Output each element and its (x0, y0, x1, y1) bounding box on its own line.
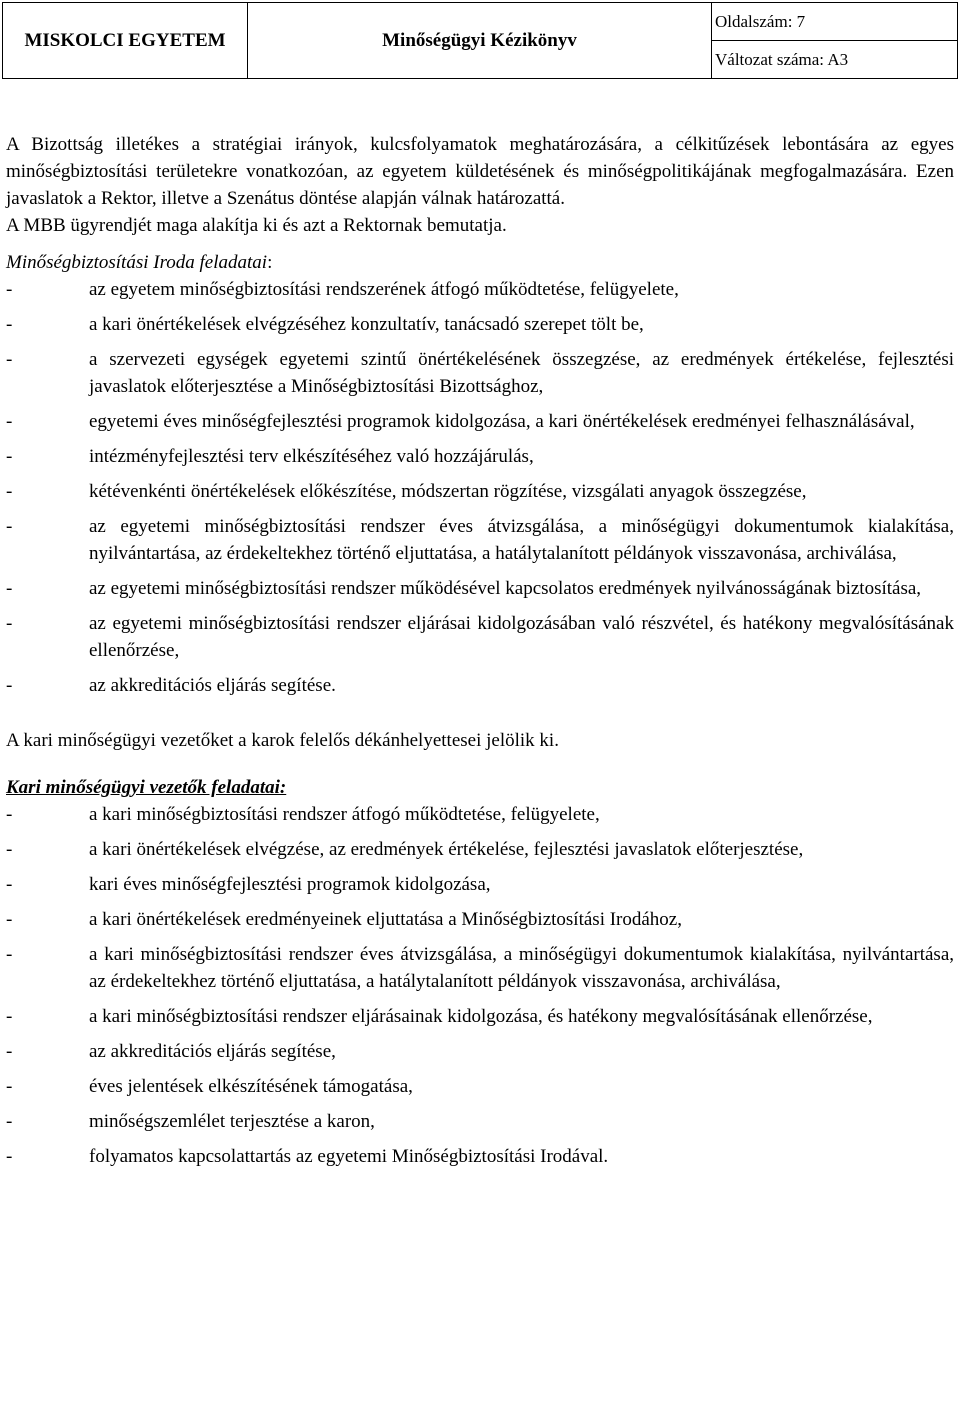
document-header (2, 2, 958, 79)
list-item: - folyamatos kapcsolattartás az egyetemi Minőségbiztosítási Irodával. (6, 1143, 954, 1170)
iroda-task-list (6, 276, 954, 699)
list-item: - az egyetem minőségbiztosítási rendszerének átfogó működtetése, felügyelete, (6, 276, 954, 303)
university-name: MISKOLCI EGYETEM (3, 3, 248, 79)
list-item: - a kari minőségbiztosítási rendszer éves átvizsgálása, a minőségügyi dokumentumok kialakítása, nyilvántartása, az érdekeltekhez történő eljuttatása, a hatálytalanított példányok visszavonása, archiválása, (6, 941, 954, 995)
kari-task-list (6, 801, 954, 1170)
list-item: - az akkreditációs eljárás segítése, (6, 1038, 954, 1065)
list-item: - kari éves minőségfejlesztési programok kidolgozása, (6, 871, 954, 898)
iroda-section-heading (6, 249, 954, 276)
list-item: - a szervezeti egységek egyetemi szintű önértékelésének összegzése, az eredmények értékelése, fejlesztési javaslatok előterjesztése a Minőségbiztosítási Bizottsághoz, (6, 346, 954, 400)
list-item: - az egyetemi minőségbiztosítási rendszer eljárásai kidolgozásában való részvétel, és hatékony megvalósításának ellenőrzése, (6, 610, 954, 664)
list-item: - egyetemi éves minőségfejlesztési programok kidolgozása, a kari önértékelések eredményei felhasználásával, (6, 408, 954, 435)
list-item: - a kari önértékelések elvégzéséhez konzultatív, tanácsadó szerepet tölt be, (6, 311, 954, 338)
intro-paragraph: A Bizottság illetékes a stratégiai irányok, kulcsfolyamatok meghatározására, a célkitűzések lebontására az egyes minőségbiztosítási területekre vonatkozóan, az egyetem küldetésének és minőségpolitikájának megfogalmazására. Ezen javaslatok a Rektor, illetve a Szenátus döntése alapján válnak határozattá. (6, 134, 954, 209)
list-item: - az akkreditációs eljárás segítése. (6, 672, 954, 699)
list-item: - az egyetemi minőségbiztosítási rendszer működésével kapcsolatos eredmények nyilvánosságának biztosítása, (6, 575, 954, 602)
list-item: - a kari minőségbiztosítási rendszer átfogó működtetése, felügyelete, (6, 801, 954, 828)
list-item: - kétévenkénti önértékelések előkészítése, módszertan rögzítése, vizsgálati anyagok összegzése, (6, 478, 954, 505)
document-body (6, 131, 954, 1178)
list-item: - a kari önértékelések elvégzése, az eredmények értékelése, fejlesztési javaslatok előterjesztése, (6, 836, 954, 863)
list-item: - éves jelentések elkészítésének támogatása, (6, 1073, 954, 1100)
list-item: - az egyetemi minőségbiztosítási rendszer éves átvizsgálása, a minőségügyi dokumentumok kialakítása, nyilvántartása, az érdekeltekhez történő eljuttatása, a hatálytalanított példányok visszavonása, archiválása, (6, 513, 954, 567)
list-item: - intézményfejlesztési terv elkészítéséhez való hozzájárulás, (6, 443, 954, 470)
list-item: - minőségszemlélet terjesztése a karon, (6, 1108, 954, 1135)
list-item: - a kari önértékelések eredményeinek eljuttatása a Minőségbiztosítási Irodához, (6, 906, 954, 933)
document-title: Minőségügyi Kézikönyv (248, 3, 712, 79)
version-number: Változat száma: A3 (712, 41, 958, 79)
iroda-title-colon: : (267, 252, 273, 273)
kari-intro-paragraph: A kari minőségügyi vezetőket a karok felelős dékánhelyettesei jelölik ki. (6, 730, 559, 751)
page-number: Oldalszám: 7 (712, 3, 958, 41)
list-item: - a kari minőségbiztosítási rendszer eljárásainak kidolgozása, és hatékony megvalósításának ellenőrzése, (6, 1003, 954, 1030)
kari-section-title: Kari minőségügyi vezetők feladatai: (6, 777, 287, 798)
intro-paragraph-2: A MBB ügyrendjét maga alakítja ki és azt a Rektornak bemutatja. (6, 215, 507, 236)
iroda-section-title: Minőségbiztosítási Iroda feladatai (6, 252, 268, 273)
